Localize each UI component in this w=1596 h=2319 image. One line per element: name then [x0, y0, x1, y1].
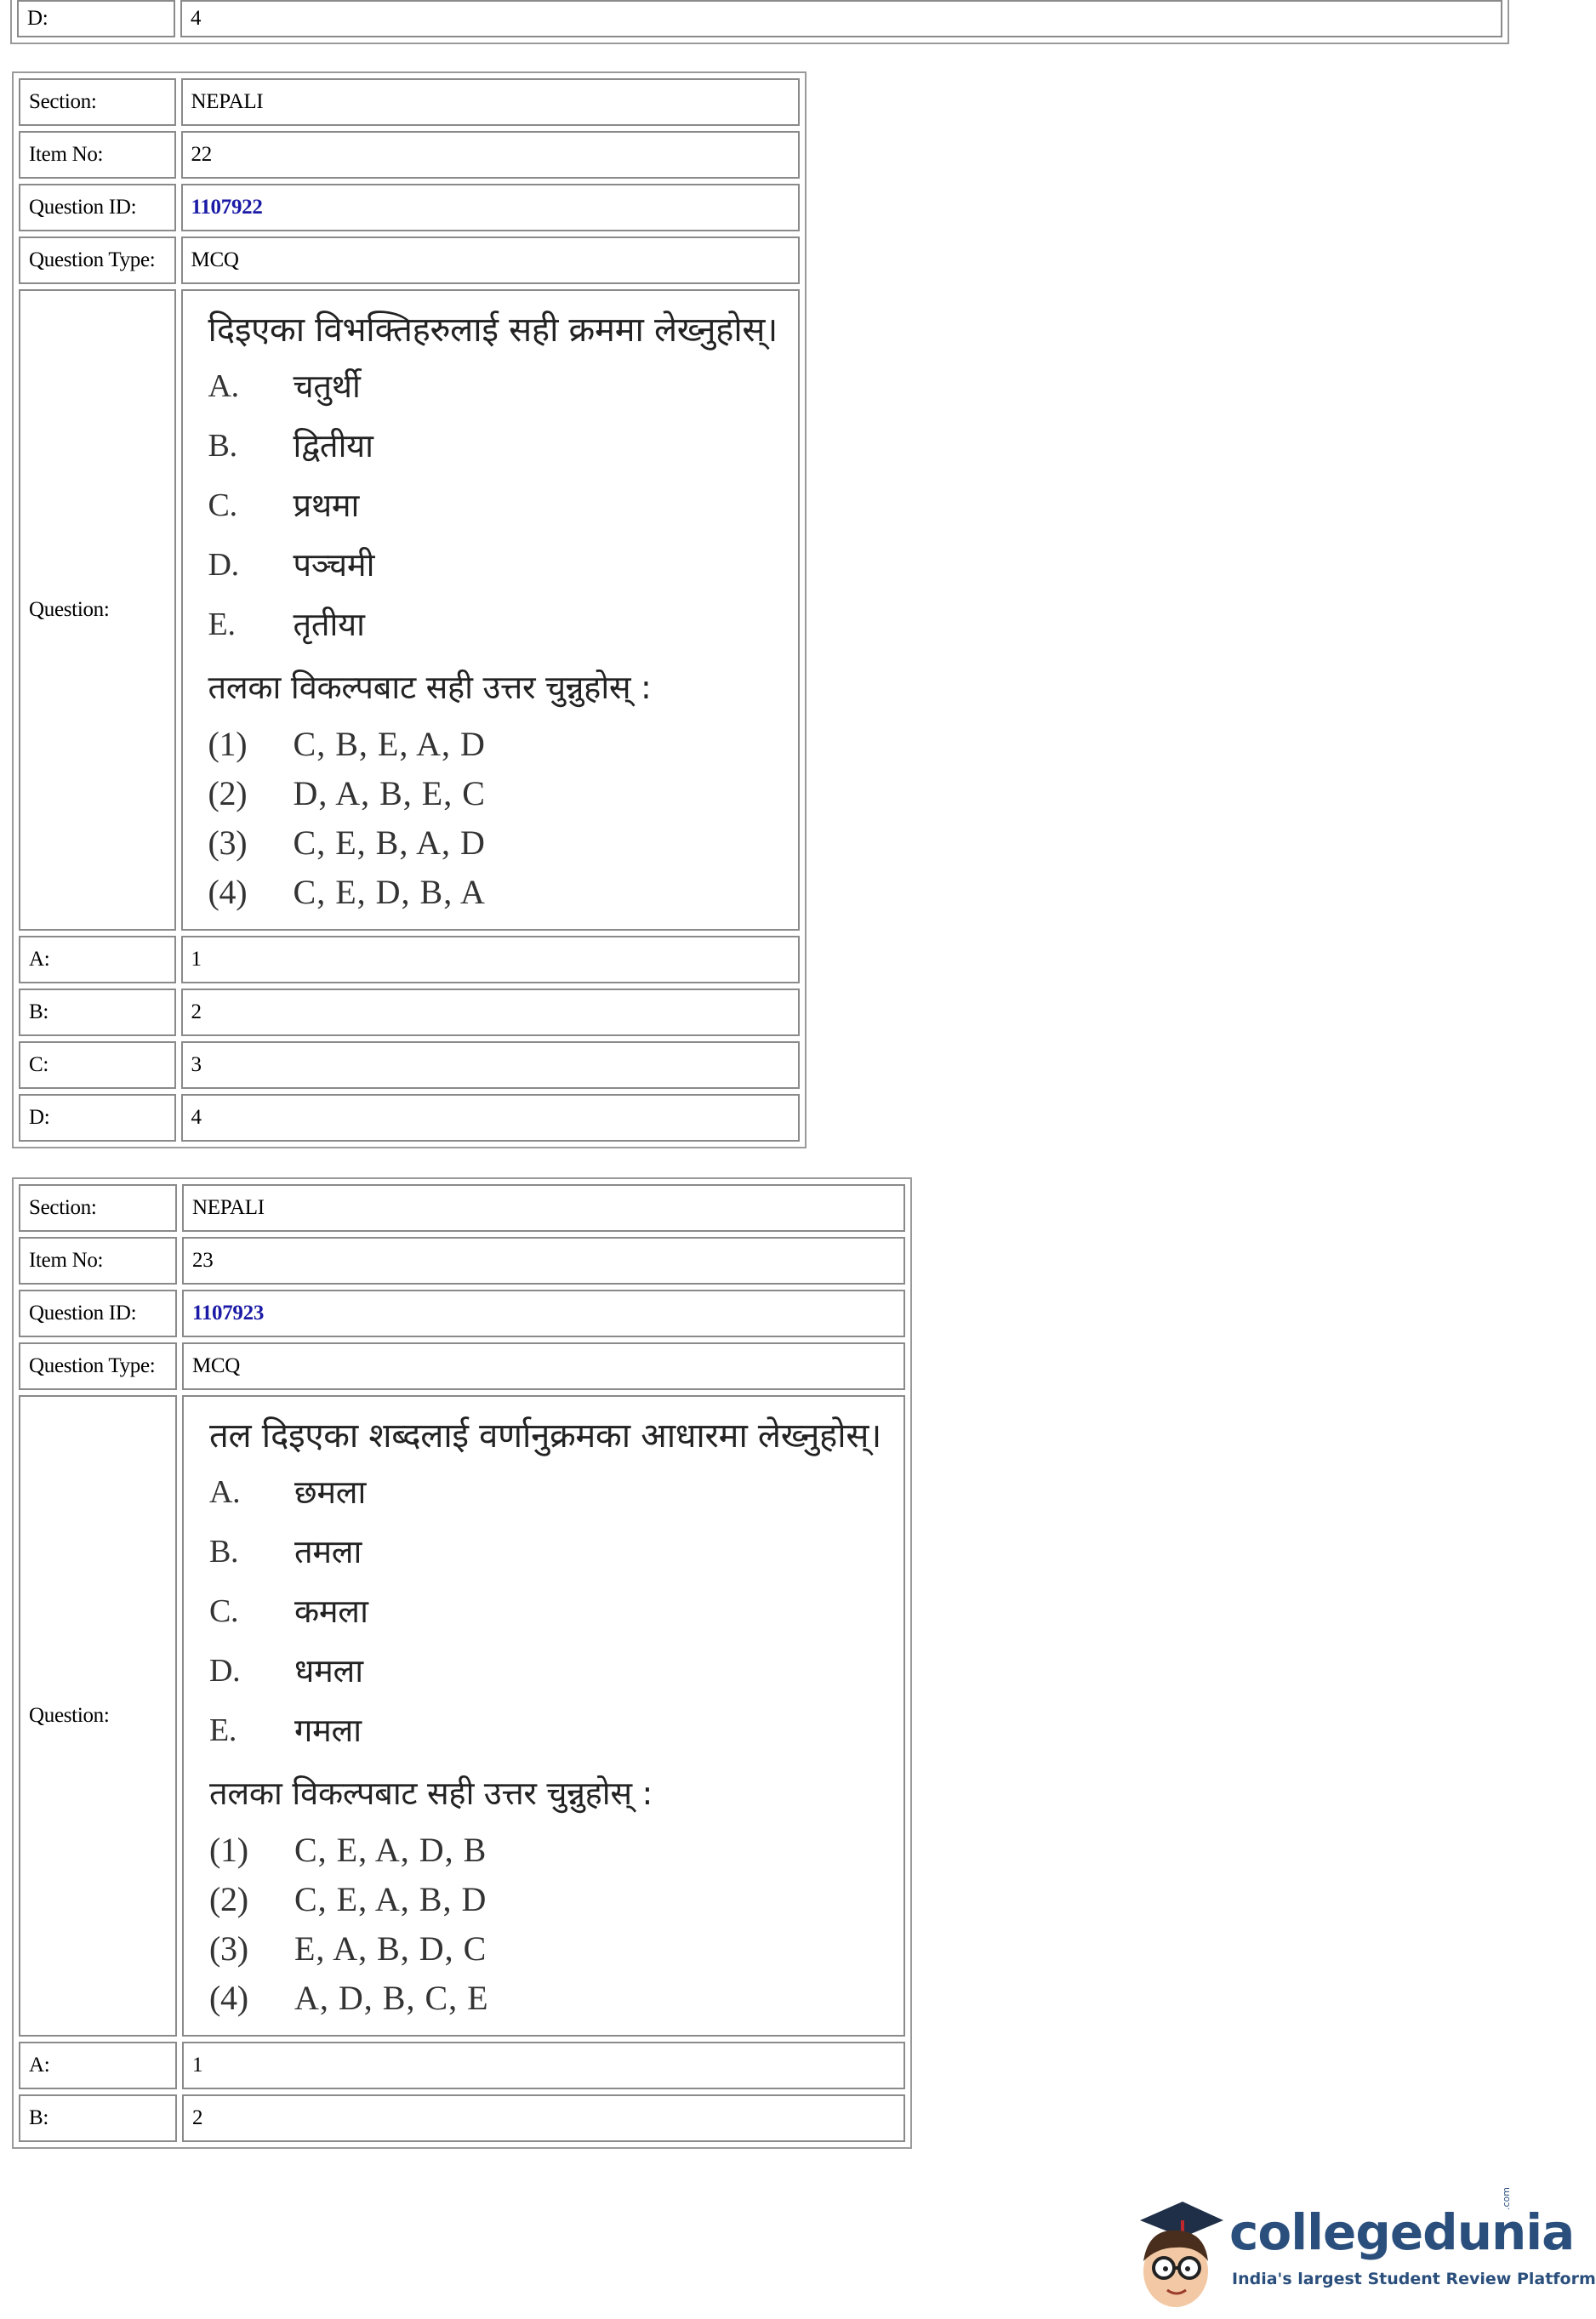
option-text: A, D, B, C, E: [294, 1979, 489, 2017]
answer-value: 4: [181, 1094, 800, 1142]
question-stem: तल दिइएका शब्दलाई वर्णानुक्रमका आधारमा लेख्नुहोस्।: [209, 1416, 881, 1456]
item-text: छमला: [294, 1473, 367, 1512]
section-row: [19, 1184, 905, 1232]
answer-label: A:: [19, 2042, 177, 2089]
item-text: चतुर्थी: [293, 368, 361, 406]
answer-value: 1: [181, 936, 800, 983]
answer-value: 2: [181, 989, 800, 1036]
question-id: 1107923: [182, 1290, 905, 1337]
qtype-label: Question Type:: [19, 236, 176, 284]
option-number: (3): [208, 823, 248, 862]
question-stem: दिइएका विभक्तिहरुलाई सही क्रममा लेख्नुहोस्।: [208, 311, 778, 350]
item-row: [19, 131, 800, 179]
item-text: कमला: [294, 1593, 368, 1631]
option-row: [208, 720, 778, 769]
question-instruction: तलका विकल्पबाट सही उत्तर चुन्नुहोस् :: [209, 1775, 653, 1812]
option-row: [209, 1974, 883, 2023]
qid-row: [19, 184, 800, 231]
item-value: 23: [182, 1237, 905, 1285]
answer-label: D:: [17, 0, 175, 37]
option-text: D, A, B, E, C: [293, 774, 486, 812]
item-letter: D.: [209, 1653, 241, 1689]
question-instruction: तलका विकल्पबाट सही उत्तर चुन्नुहोस् :: [208, 669, 652, 706]
prev-question-fragment: [10, 0, 1509, 44]
list-item: [208, 595, 778, 655]
question-table-23: [12, 1177, 912, 2149]
option-row: [208, 818, 778, 868]
answer-row: [19, 936, 800, 983]
list-item: [208, 476, 778, 536]
option-text: C, E, D, B, A: [293, 873, 486, 911]
item-text: द्वितीया: [293, 427, 373, 465]
item-letter: B.: [209, 1534, 239, 1570]
question-body: [182, 1395, 905, 2037]
answer-row: [19, 2094, 905, 2142]
option-row: [209, 1826, 883, 1875]
qtype-label: Question Type:: [19, 1342, 177, 1390]
question-id: 1107922: [181, 184, 800, 231]
item-letter: A.: [209, 1474, 241, 1511]
answer-value: 4: [180, 0, 1502, 37]
answer-row: [19, 2042, 905, 2089]
item-text: गमला: [294, 1712, 362, 1750]
item-row: [19, 1237, 905, 1285]
list-item: [208, 536, 778, 595]
logo-wordmark: collegedunia: [1229, 2203, 1575, 2261]
option-text: C, E, A, D, B: [294, 1831, 487, 1869]
answer-value: 1: [182, 2042, 905, 2089]
option-number: (4): [209, 1979, 248, 2017]
option-row: [208, 769, 778, 818]
list-item: [209, 1582, 883, 1642]
section-value: NEPALI: [181, 78, 800, 126]
answer-label: B:: [19, 989, 176, 1036]
option-text: C, E, A, B, D: [294, 1880, 487, 1918]
list-item: [208, 357, 778, 417]
question-table-22: [12, 71, 807, 1148]
list-item: [209, 1642, 883, 1701]
question-row: [19, 289, 800, 931]
answer-value: 3: [181, 1041, 800, 1089]
item-text: धमला: [294, 1652, 363, 1690]
answer-label: B:: [19, 2094, 177, 2142]
item-text: तमला: [294, 1533, 362, 1571]
item-label: Item No:: [19, 131, 176, 179]
section-value: NEPALI: [182, 1184, 905, 1232]
option-number: (1): [208, 725, 248, 763]
item-letter: E.: [208, 607, 236, 643]
item-label: Item No:: [19, 1237, 177, 1285]
list-item: [208, 417, 778, 476]
item-letter: D.: [208, 547, 239, 584]
section-label: Section:: [19, 78, 176, 126]
answer-label: A:: [19, 936, 176, 983]
option-number: (4): [208, 873, 248, 911]
item-letter: C.: [209, 1593, 239, 1630]
option-row: [209, 1875, 883, 1924]
item-letter: E.: [209, 1712, 237, 1749]
answer-label: D:: [19, 1094, 176, 1142]
option-number: (2): [209, 1880, 248, 1918]
qid-label: Question ID:: [19, 184, 176, 231]
answer-row: [19, 989, 800, 1036]
option-text: C, B, E, A, D: [293, 725, 486, 763]
answer-row: [19, 1041, 800, 1089]
question-body: [181, 289, 800, 931]
question-type: MCQ: [181, 236, 800, 284]
option-number: (3): [209, 1929, 248, 1968]
mascot-icon: [1123, 2186, 1229, 2314]
item-letter: A.: [208, 368, 239, 405]
section-label: Section:: [19, 1184, 177, 1232]
answer-row: [19, 1094, 800, 1142]
option-text: C, E, B, A, D: [293, 823, 486, 862]
answer-value: 2: [182, 2094, 905, 2142]
question-label: Question:: [19, 289, 176, 931]
item-text: तृतीया: [293, 606, 365, 644]
item-value: 22: [181, 131, 800, 179]
option-number: (2): [208, 774, 248, 812]
item-letter: C.: [208, 487, 237, 524]
collegedunia-logo: [1123, 2186, 1596, 2314]
option-number: (1): [209, 1831, 248, 1869]
item-letter: B.: [208, 428, 237, 464]
option-text: E, A, B, D, C: [294, 1929, 487, 1968]
logo-tagline: India's largest Student Review Platform: [1232, 2270, 1596, 2288]
list-item: [209, 1701, 883, 1761]
item-text: पञ्चमी: [293, 546, 375, 584]
question-type: MCQ: [182, 1342, 905, 1390]
question-row: [19, 1395, 905, 2037]
answer-row-d: [17, 0, 1502, 37]
list-item: [209, 1463, 883, 1523]
qtype-row: [19, 1342, 905, 1390]
qid-label: Question ID:: [19, 1290, 177, 1337]
logo-suffix: .com: [1501, 2187, 1512, 2210]
question-label: Question:: [19, 1395, 177, 2037]
qtype-row: [19, 236, 800, 284]
option-row: [209, 1924, 883, 1974]
item-text: प्रथमा: [293, 487, 360, 525]
list-item: [209, 1523, 883, 1582]
section-row: [19, 78, 800, 126]
option-row: [208, 868, 778, 917]
answer-label: C:: [19, 1041, 176, 1089]
qid-row: [19, 1290, 905, 1337]
